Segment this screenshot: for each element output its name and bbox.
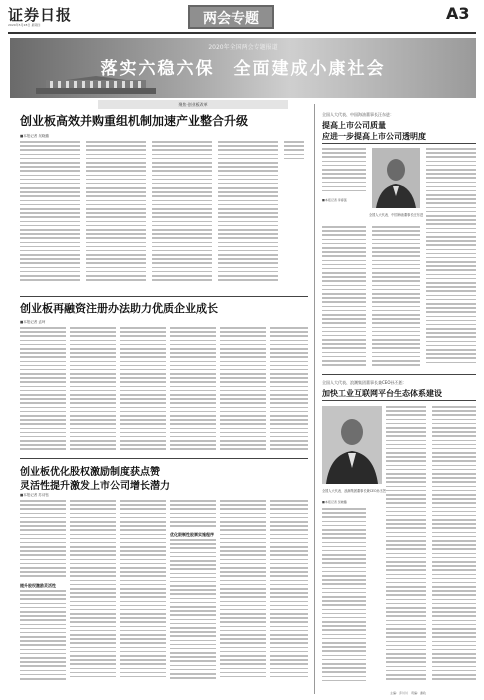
great-hall-icon bbox=[36, 76, 156, 94]
article-3-title-line-1: 创业板优化股权激励制度获点赞 bbox=[20, 467, 160, 478]
side-article-1-title-line-1: 提高上市公司质量 bbox=[322, 121, 386, 130]
article-2-col-1 bbox=[20, 327, 66, 453]
side-article-2-title: 加快工业互联网平台生态体系建设 bbox=[322, 389, 442, 398]
column-divider bbox=[314, 104, 315, 694]
article-3-col-5 bbox=[220, 500, 266, 686]
article-1-col-5 bbox=[284, 141, 304, 171]
article-1-byline: ■本报记者 吴晓璐 bbox=[20, 134, 49, 138]
article-divider bbox=[20, 296, 308, 297]
section-title: 两会专题 bbox=[188, 5, 274, 29]
side-article-2-col-3 bbox=[432, 406, 476, 686]
newspaper-logo: 证券日报 bbox=[8, 6, 73, 24]
side-divider bbox=[322, 374, 476, 375]
dateline: 2020年5月28日 星期四 bbox=[8, 23, 41, 27]
portrait-caption-2: 全国人大代表、浪潮集团董事长兼CEO孙丕恕 bbox=[321, 489, 387, 493]
article-3-col-3 bbox=[120, 500, 166, 686]
page-footer: 主编：乔川川 责编：谢政 bbox=[390, 691, 427, 695]
article-3-col-6 bbox=[270, 500, 308, 686]
side-article-2-col-1 bbox=[322, 508, 366, 686]
article-2-title: 创业板再融资注册办法助力优质企业成长 bbox=[20, 302, 218, 315]
article-3-subhead-1: 提升股权激励灵活性 bbox=[20, 583, 56, 588]
article-3-subhead-2: 优化限制性股票实施程序 bbox=[170, 532, 214, 537]
article-1-col-3 bbox=[152, 141, 212, 291]
article-3-col-4-a bbox=[170, 500, 216, 530]
article-2-col-2 bbox=[70, 327, 116, 453]
banner-subtitle: 2020年全国两会专题报道 bbox=[208, 44, 278, 51]
article-3-col-2 bbox=[70, 500, 116, 686]
portrait-photo-2 bbox=[322, 406, 382, 484]
side-article-1-byline: ■本报记者 李春莲 bbox=[322, 198, 347, 202]
article-1-col-1 bbox=[20, 141, 80, 291]
side-article-1-col-1-a bbox=[322, 148, 366, 194]
article-3-col-1-a bbox=[20, 500, 66, 580]
page-number: A3 bbox=[446, 4, 470, 23]
article-3-byline: ■本报记者 苏诗钰 bbox=[20, 493, 49, 497]
article-3-col-1-b bbox=[20, 590, 66, 686]
side-article-2-col-2 bbox=[386, 406, 426, 686]
person-icon bbox=[372, 148, 420, 208]
person-icon bbox=[322, 406, 382, 484]
side-article-2-byline: ■本报记者 吴晓璐 bbox=[322, 500, 347, 504]
article-divider-2 bbox=[20, 458, 308, 459]
section-tag: 聚焦·创业板改革 bbox=[98, 100, 288, 109]
portrait-photo-1 bbox=[372, 148, 420, 208]
side-article-1-col-2 bbox=[372, 226, 420, 370]
article-1-col-2 bbox=[86, 141, 146, 291]
special-banner bbox=[10, 38, 476, 98]
article-2-byline: ■本报记者 孟珂 bbox=[20, 320, 46, 324]
side-article-1-col-3 bbox=[426, 148, 476, 370]
side-article-1-kicker: 全国人大代表、中国海油董事长汪东进： bbox=[322, 112, 394, 117]
article-2-col-3 bbox=[120, 327, 166, 453]
side-article-1-title-line-2: 应进一步提高上市公司透明度 bbox=[322, 132, 426, 141]
article-1-col-4 bbox=[218, 141, 278, 291]
article-2-col-4 bbox=[170, 327, 216, 453]
portrait-caption-1: 全国人大代表、中国海油董事长汪东进 bbox=[368, 213, 424, 217]
article-1-title: 创业板高效并购重组机制加速产业整合升级 bbox=[20, 114, 249, 128]
side-article-2-rule bbox=[322, 400, 476, 401]
article-3-title-line-2: 灵活性提升激发上市公司增长潜力 bbox=[20, 481, 170, 492]
article-3-col-4-b bbox=[170, 539, 216, 686]
article-2-col-6 bbox=[270, 327, 308, 453]
side-article-1-rule bbox=[322, 143, 476, 144]
side-article-2-kicker: 全国人大代表、浪潮集团董事长兼CEO孙丕恕： bbox=[322, 380, 407, 385]
side-article-1-col-1-b bbox=[322, 226, 366, 370]
masthead-rule bbox=[8, 32, 476, 34]
banner-slogan: 落实六稳六保 全面建成小康社会 bbox=[100, 59, 386, 79]
article-2-col-5 bbox=[220, 327, 266, 453]
